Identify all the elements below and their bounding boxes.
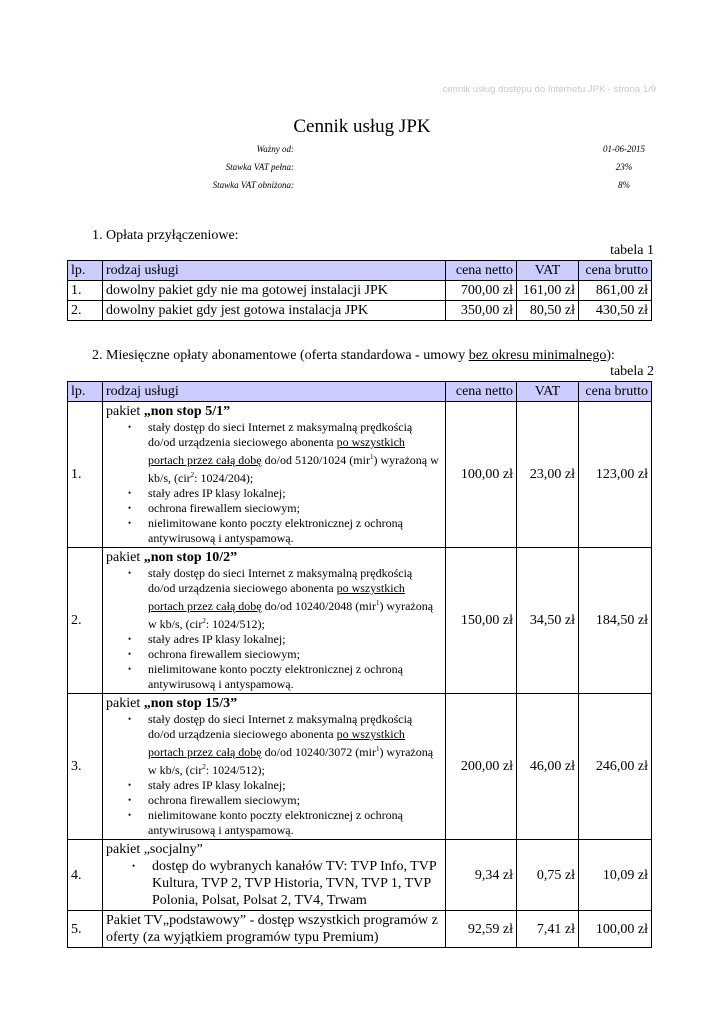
- package-name: pakiet „socjalny”: [106, 842, 203, 857]
- list-item: [148, 712, 442, 778]
- list-item: [148, 420, 442, 486]
- sup: 2: [202, 617, 206, 625]
- speed-text: : 1024/512);: [205, 617, 265, 631]
- cell-vat: 46,00 zł: [517, 694, 579, 840]
- table-row: [68, 402, 652, 548]
- package-title: „non stop 10/2”: [143, 550, 238, 565]
- table-header-row: [68, 382, 652, 402]
- col-net: cena netto: [446, 382, 517, 402]
- running-header: cennik usług dostępu do Internetu JPK - strona 1/9: [442, 84, 656, 95]
- section-2-tail: ):: [606, 348, 615, 363]
- cell-vat: 161,00 zł: [517, 281, 579, 301]
- list-item: • stały adres IP klasy lokalnej;: [148, 486, 442, 501]
- package-prefix: pakiet: [106, 550, 144, 565]
- section-2-heading: [92, 348, 615, 364]
- cell-net: 92,59 zł: [446, 911, 517, 948]
- cell-lp: 2.: [68, 548, 103, 694]
- table-row: [68, 840, 652, 911]
- cell-net: 200,00 zł: [446, 694, 517, 840]
- feature-underlined: po wszystkich portach przez całą dobę: [148, 435, 405, 467]
- table-2: [67, 381, 652, 948]
- cell-vat: 0,75 zł: [517, 840, 579, 911]
- section-1-heading: 1. Opłata przyłączeniowe:: [92, 228, 239, 243]
- cell-net: 100,00 zł: [446, 402, 517, 548]
- feature-list: [106, 858, 442, 909]
- list-item: • ochrona firewallem sieciowym;: [148, 793, 442, 808]
- cell-vat: 7,41 zł: [517, 911, 579, 948]
- table-row: [68, 301, 652, 321]
- list-item: • nielimitowane konto poczty elektronicznej z ochroną antywirusową i antyspamową.: [148, 516, 442, 546]
- feature-underlined: po wszystkich portach przez całą dobę: [148, 581, 405, 613]
- cell-gross: 10,09 zł: [579, 840, 652, 911]
- list-item: • nielimitowane konto poczty elektronicznej z ochroną antywirusową i antyspamową.: [148, 808, 442, 838]
- package-prefix: pakiet: [106, 696, 144, 711]
- package-title: „non stop 5/1”: [143, 404, 231, 419]
- sup: 1: [369, 453, 374, 461]
- list-item: [148, 566, 442, 632]
- table-1-label: tabela 1: [610, 243, 654, 258]
- cell-net: 700,00 zł: [446, 281, 517, 301]
- cell-service: dowolny pakiet gdy nie ma gotowej instalacji JPK: [103, 281, 446, 301]
- col-vat: VAT: [517, 382, 579, 402]
- col-lp: lp.: [68, 261, 103, 281]
- meta-value: 23%: [615, 162, 633, 172]
- meta-value: 8%: [618, 180, 630, 190]
- cell-lp: 2.: [68, 301, 103, 321]
- package-prefix: pakiet: [106, 404, 144, 419]
- feature-underlined: po wszystkich portach przez całą dobę: [148, 727, 405, 759]
- package-name: [106, 403, 442, 420]
- speed-text: ) wyrażoną w kb/s, (cir: [148, 453, 439, 485]
- section-2-underlined: bez okresu minimalnego: [468, 348, 607, 363]
- list-item: • dostęp do wybranych kanałów TV: TVP Info, TVP Kultura, TVP 2, TVP Historia, TVN, TVP 1, TVP Polonia, Polsat, Polsat 2, TV4, Trwam: [152, 858, 442, 909]
- speed-text: : 1024/512);: [205, 763, 265, 777]
- page-title: Cennik usług JPK: [293, 116, 431, 137]
- cell-vat: 34,50 zł: [517, 548, 579, 694]
- meta-value: 01-06-2015: [603, 144, 645, 154]
- col-service: rodzaj usługi: [103, 261, 446, 281]
- meta-label: Ważny od:: [256, 144, 294, 154]
- cell-gross: 123,00 zł: [579, 402, 652, 548]
- list-item: • ochrona firewallem sieciowym;: [148, 647, 442, 662]
- package-name: [106, 695, 442, 712]
- cell-service: [103, 694, 446, 840]
- table-row: [68, 694, 652, 840]
- speed-text: ) wyrażoną w kb/s, (cir: [148, 745, 434, 777]
- cell-service: Pakiet TV„podstawowy” - dostęp wszystkich programów z oferty (za wyjątkiem programów typu Premium): [103, 911, 446, 948]
- feature-list: [106, 712, 442, 838]
- sup: 1: [375, 745, 380, 753]
- sup: 2: [190, 471, 195, 479]
- feature-text: stały dostęp do sieci Internet z maksymalną prędkością do/od urządzenia sieciowego abonenta: [148, 420, 413, 449]
- speed-text: do/od 10240/3072 (mir: [261, 745, 376, 759]
- section-2-text: 2. Miesięczne opłaty abonamentowe (oferta standardowa - umowy: [92, 348, 469, 363]
- table-row: [68, 281, 652, 301]
- table-row: [68, 911, 652, 948]
- cell-net: 150,00 zł: [446, 548, 517, 694]
- meta-label: Stawka VAT obniżona:: [212, 180, 294, 190]
- table-header-row: [68, 261, 652, 281]
- col-gross: cena brutto: [579, 261, 652, 281]
- meta-label: Stawka VAT pełna:: [225, 162, 294, 172]
- list-item: • nielimitowane konto poczty elektronicznej z ochroną antywirusową i antyspamową.: [148, 662, 442, 692]
- cell-service: dowolny pakiet gdy jest gotowa instalacja JPK: [103, 301, 446, 321]
- cell-net: 9,34 zł: [446, 840, 517, 911]
- cell-service: [103, 840, 446, 911]
- cell-lp: 5.: [68, 911, 103, 948]
- cell-vat: 23,00 zł: [517, 402, 579, 548]
- cell-net: 350,00 zł: [446, 301, 517, 321]
- col-vat: VAT: [517, 261, 579, 281]
- col-net: cena netto: [446, 261, 517, 281]
- speed-text: do/od 5120/1024 (mir: [261, 453, 370, 467]
- col-service: rodzaj usługi: [103, 382, 446, 402]
- sup: 1: [375, 599, 380, 607]
- cell-lp: 3.: [68, 694, 103, 840]
- cell-vat: 80,50 zł: [517, 301, 579, 321]
- speed-text: do/od 10240/2048 (mir: [261, 599, 376, 613]
- cell-gross: 861,00 zł: [579, 281, 652, 301]
- feature-list: [106, 420, 442, 546]
- list-item: • stały adres IP klasy lokalnej;: [148, 778, 442, 793]
- feature-text: stały dostęp do sieci Internet z maksymalną prędkością do/od urządzenia sieciowego abonenta: [148, 712, 413, 741]
- table-row: [68, 548, 652, 694]
- cell-gross: 184,50 zł: [579, 548, 652, 694]
- cell-lp: 1.: [68, 281, 103, 301]
- feature-text: stały dostęp do sieci Internet z maksymalną prędkością do/od urządzenia sieciowego abonenta: [148, 566, 413, 595]
- cell-gross: 430,50 zł: [579, 301, 652, 321]
- cell-gross: 246,00 zł: [579, 694, 652, 840]
- sup: 2: [202, 763, 206, 771]
- col-lp: lp.: [68, 382, 103, 402]
- cell-gross: 100,00 zł: [579, 911, 652, 948]
- list-item: • ochrona firewallem sieciowym;: [148, 501, 442, 516]
- cell-service: [103, 402, 446, 548]
- package-name: [106, 549, 442, 566]
- cell-lp: 4.: [68, 840, 103, 911]
- table-1: [67, 260, 652, 321]
- cell-service: [103, 548, 446, 694]
- list-item: • stały adres IP klasy lokalnej;: [148, 632, 442, 647]
- feature-list: [106, 566, 442, 692]
- speed-text: : 1024/204);: [194, 471, 254, 485]
- col-gross: cena brutto: [579, 382, 652, 402]
- speed-text: ) wyrażoną w kb/s, (cir: [148, 599, 434, 631]
- cell-lp: 1.: [68, 402, 103, 548]
- table-2-label: tabela 2: [610, 364, 654, 379]
- package-title: „non stop 15/3”: [143, 696, 238, 711]
